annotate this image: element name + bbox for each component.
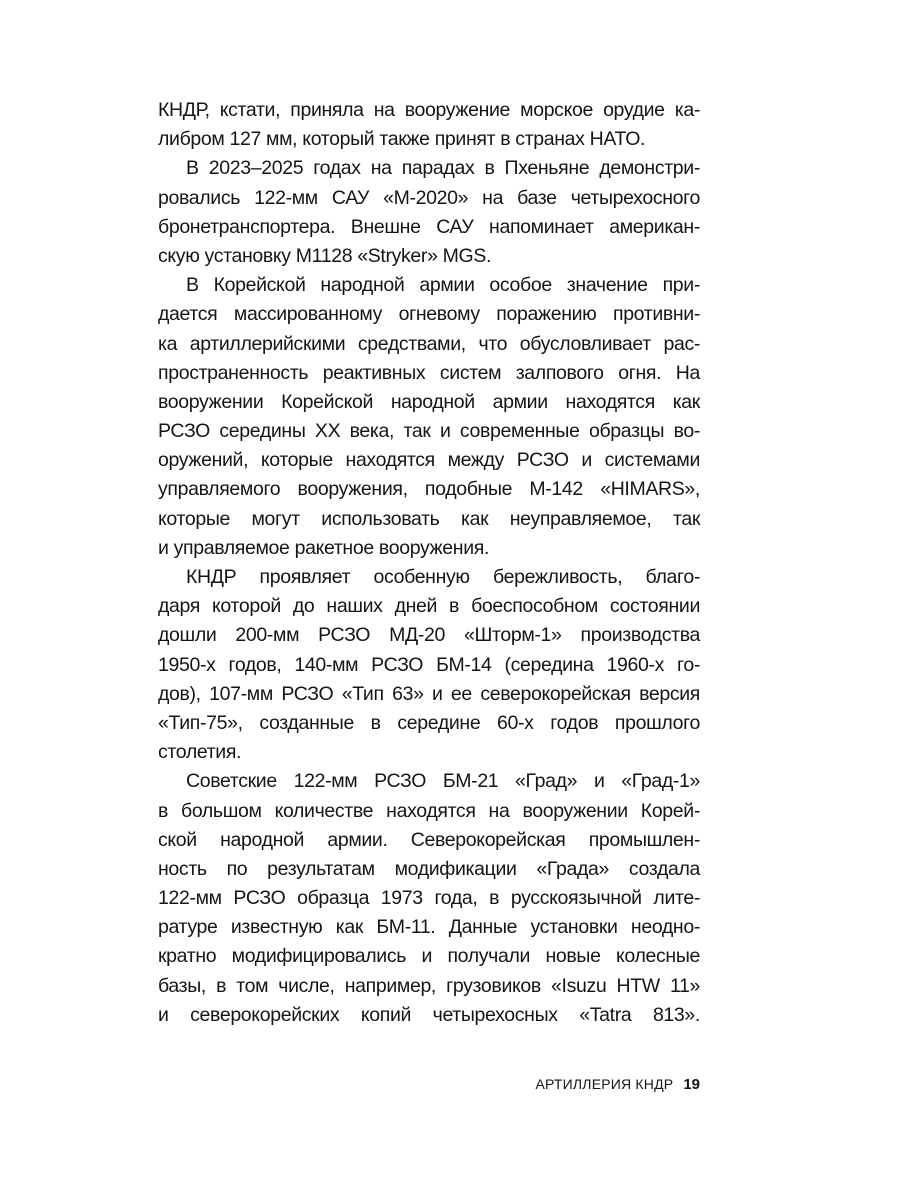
text-line: дается массированному огневому поражению противни- [158, 303, 700, 326]
text-line: столетия. [158, 741, 242, 764]
text-line: ность по результатам модификации «Града» создала [158, 857, 700, 880]
text-line: ровались 122-мм САУ «М-2020» на базе четырехосного [158, 186, 700, 209]
text-line: которые могут использовать как неуправляемое, так [158, 507, 700, 530]
text-line: оружений, которые находятся между РСЗО и системами [158, 449, 700, 472]
text-line: В Корейской народной армии особое значение при- [186, 274, 700, 297]
text-line: бронетранспортера. Внешне САУ напоминает американ- [158, 215, 700, 238]
text-line: Советские 122-мм РСЗО БМ-21 «Град» и «Град-1» [186, 770, 700, 793]
text-line: ка артиллерийскими средствами, что обусловливает рас- [158, 332, 700, 355]
text-line: РСЗО середины XX века, так и современные образцы во- [158, 420, 700, 443]
text-line: КНДР, кстати, приняла на вооружение морское орудие ка- [158, 99, 700, 121]
text-line: КНДР проявляет особенную бережливость, благо- [186, 566, 700, 588]
text-line: в большом количестве находятся на вооружении Корей- [158, 799, 700, 822]
running-title: АРТИЛЛЕРИЯ КНДР [535, 1076, 674, 1092]
text-line: В 2023–2025 годах на парадах в Пхеньяне демонстри- [186, 157, 700, 180]
text-line: скую установку M1128 «Stryker» MGS. [158, 244, 492, 267]
text-line: управляемого вооружения, подобные М-142 «HIMARS», [158, 478, 700, 501]
text-line: дошли 200-мм РСЗО МД-20 «Шторм-1» производства [158, 624, 700, 647]
text-line: и управляемое ракетное вооружения. [158, 536, 490, 559]
text-line: либром 127 мм, который также принят в странах НАТО. [158, 128, 646, 151]
page-footer [535, 1070, 700, 1098]
text-line: и северокорейских копий четырехосных «Tatra 813». [158, 1003, 700, 1026]
text-line: вооружении Корейской народной армии находятся как [158, 390, 700, 413]
text-line: даря которой до наших дней в боеспособном состоянии [158, 595, 700, 618]
text-line: пространенность реактивных систем залпового огня. На [158, 361, 700, 384]
text-line: базы, в том числе, например, грузовиков «Isuzu HTW 11» [158, 974, 700, 997]
text-line: ской народной армии. Северокорейская промышлен- [158, 828, 700, 851]
text-line: 1950-х годов, 140-мм РСЗО БМ-14 (середина 1960-х го- [158, 653, 700, 676]
text-line: «Тип-75», созданные в середине 60-х годов прошлого [158, 711, 700, 734]
book-page-text [158, 96, 700, 1030]
text-line: 122-мм РСЗО образца 1973 года, в русскоязычной лите- [158, 887, 700, 910]
text-line: дов), 107-мм РСЗО «Тип 63» и ее северокорейская версия [158, 682, 700, 705]
page-number: 19 [683, 1075, 700, 1093]
text-line: кратно модифицировались и получали новые колесные [158, 945, 700, 968]
text-line: ратуре известную как БМ-11. Данные установки неодно- [158, 916, 700, 939]
